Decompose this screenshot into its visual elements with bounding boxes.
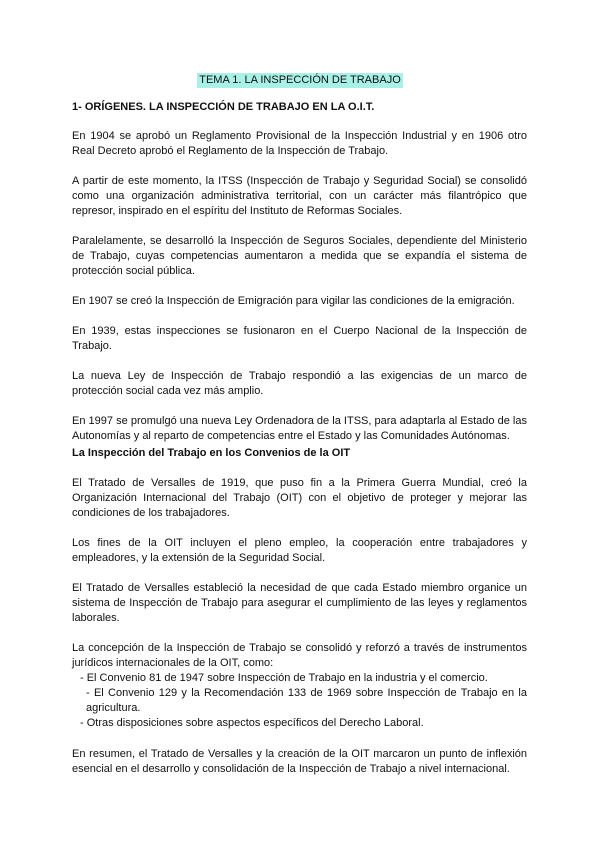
paragraph: El Tratado de Versalles de 1919, que puso fin a la Primera Guerra Mundial, creó la Organización Internacional del Trabajo (OIT) con el objetivo de proteger y mejorar las condiciones de los trabajadores. — [72, 477, 527, 519]
conclusion-paragraph: En resumen, el Tratado de Versalles y la creación de la OIT marcaron un punto de inflexión esencial en el desarrollo y consolidación de la Inspección de Trabajo a nivel internacional. — [72, 748, 527, 775]
paragraph: En 1997 se promulgó una nueva Ley Ordenadora de la ITSS, para adaptarla al Estado de las Autonomías y al reparto de competencias entre el Estado y las Comunidades Autónomas. — [72, 415, 527, 442]
instruments-list — [72, 671, 527, 731]
section-heading-origins: 1- ORÍGENES. LA INSPECCIÓN DE TRABAJO EN LA O.I.T. — [72, 101, 375, 113]
title-container — [0, 70, 600, 88]
list-intro: La concepción de la Inspección de Trabajo se consolidó y reforzó a través de instrumentos jurídicos internacionales de la OIT, como: — [72, 642, 527, 669]
document-body — [72, 100, 527, 777]
list-item: - Otras disposiciones sobre aspectos específicos del Derecho Laboral. — [80, 717, 424, 729]
paragraph: A partir de este momento, la ITSS (Inspección de Trabajo y Seguridad Social) se consolidó como una organización administrativa territorial, con un carácter más filantrópico que represor, inspirado en el espíritu del Instituto de Reformas Sociales. — [72, 175, 527, 217]
paragraph: Los fines de la OIT incluyen el pleno empleo, la cooperación entre trabajadores y empleadores, y la extensión de la Seguridad Social. — [72, 537, 527, 564]
paragraph: En 1904 se aprobó un Reglamento Provisional de la Inspección Industrial y en 1906 otro Real Decreto aprobó el Reglamento de la Inspección de Trabajo. — [72, 130, 527, 157]
paragraph: Paralelamente, se desarrolló la Inspección de Seguros Sociales, dependiente del Ministerio de Trabajo, cuyas competencias aumentaron a medida que se expandía el sistema de protección social pública. — [72, 235, 527, 277]
instruments-list-block — [72, 641, 527, 731]
paragraph: La nueva Ley de Inspección de Trabajo respondió a las exigencias de un marco de protección social cada vez más amplio. — [72, 370, 527, 397]
paragraph: En 1907 se creó la Inspección de Emigración para vigilar las condiciones de la emigración. — [72, 295, 515, 307]
section-heading-oit: La Inspección del Trabajo en los Convenios de la OIT — [72, 447, 351, 459]
list-item: - El Convenio 129 y la Recomendación 133 de 1969 sobre Inspección de Trabajo en la agricultura. — [86, 687, 527, 714]
list-item: - El Convenio 81 de 1947 sobre Inspección de Trabajo en la industria y el comercio. — [80, 672, 488, 684]
paragraph: En 1939, estas inspecciones se fusionaron en el Cuerpo Nacional de la Inspección de Trabajo. — [72, 325, 527, 352]
document-title: TEMA 1. LA INSPECCIÓN DE TRABAJO — [199, 74, 401, 86]
paragraph: El Tratado de Versalles estableció la necesidad de que cada Estado miembro organice un sistema de Inspección de Trabajo para asegurar el cumplimiento de las leyes y reglamentos laborales. — [72, 582, 527, 624]
